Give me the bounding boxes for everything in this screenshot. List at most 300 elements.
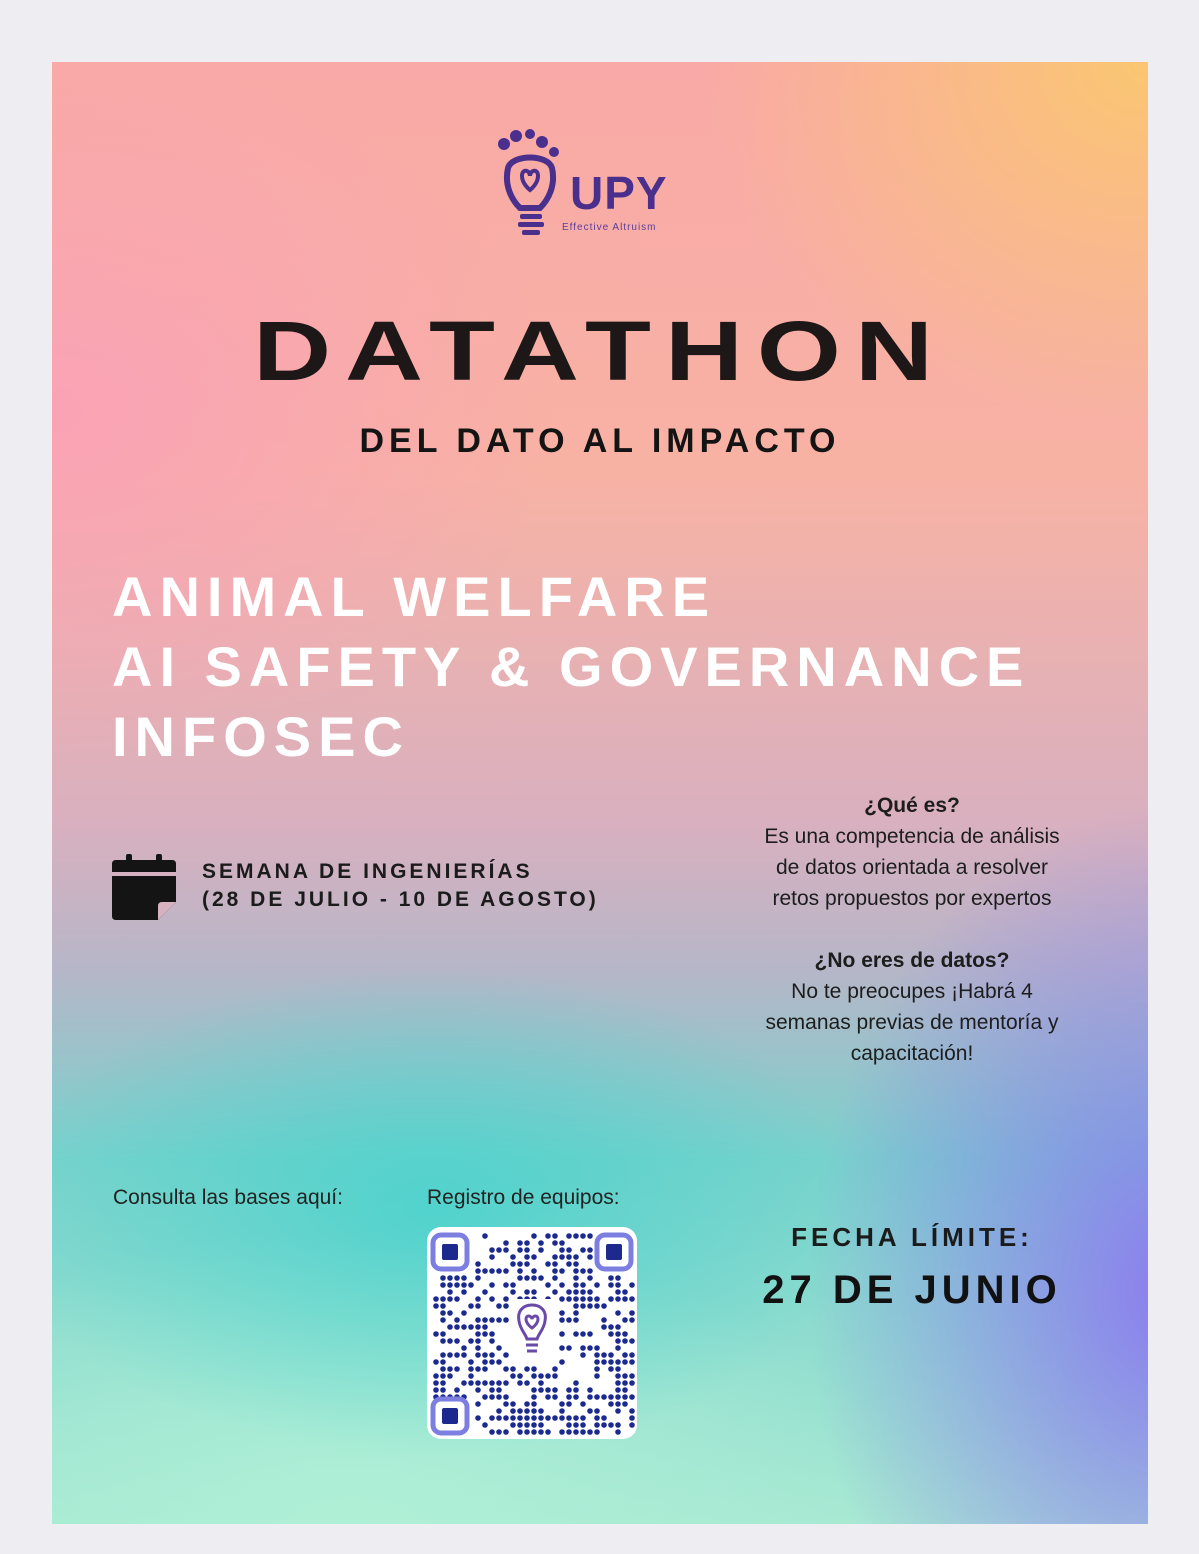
- qr-module: [615, 1359, 621, 1365]
- qr-module: [503, 1282, 509, 1288]
- qr-module: [524, 1289, 530, 1295]
- qr-module: [552, 1240, 558, 1246]
- qr-finder-top-left: [433, 1235, 467, 1269]
- qr-module: [468, 1338, 474, 1344]
- qr-module: [594, 1373, 600, 1379]
- qr-module: [615, 1310, 621, 1316]
- qr-module: [440, 1352, 446, 1358]
- qr-module: [594, 1296, 600, 1302]
- qr-module: [622, 1387, 628, 1393]
- qr-module: [475, 1366, 481, 1372]
- qr-module: [580, 1345, 586, 1351]
- qr-module: [475, 1345, 481, 1351]
- qr-module: [538, 1422, 544, 1428]
- qr-module: [587, 1275, 593, 1281]
- qr-module: [573, 1268, 579, 1274]
- qr-module: [545, 1429, 551, 1435]
- logo-subtitle: Effective Altruism: [562, 222, 657, 233]
- qr-module: [440, 1331, 446, 1337]
- qr-module: [580, 1429, 586, 1435]
- event-title: DATATHON: [253, 303, 947, 398]
- qr-module: [608, 1282, 614, 1288]
- qr-module: [503, 1401, 509, 1407]
- qr-module: [538, 1408, 544, 1414]
- qr-module: [587, 1254, 593, 1260]
- qr-module: [587, 1289, 593, 1295]
- qr-module: [531, 1422, 537, 1428]
- qr-module: [496, 1345, 502, 1351]
- qr-module: [531, 1387, 537, 1393]
- qr-module: [468, 1324, 474, 1330]
- qr-module: [608, 1275, 614, 1281]
- qr-module: [503, 1394, 509, 1400]
- qr-module: [559, 1296, 565, 1302]
- logo-text: UPY: [570, 167, 668, 219]
- qr-module: [461, 1275, 467, 1281]
- qr-module: [615, 1422, 621, 1428]
- qr-module: [566, 1289, 572, 1295]
- qr-module: [468, 1366, 474, 1372]
- answer-line: Es una competencia de análisis: [764, 825, 1060, 848]
- qr-module: [496, 1247, 502, 1253]
- qr-module: [538, 1240, 544, 1246]
- qr-module: [608, 1401, 614, 1407]
- qr-module: [566, 1422, 572, 1428]
- qr-module: [433, 1387, 439, 1393]
- event-subtitle: DEL DATO AL IMPACTO: [359, 422, 841, 460]
- qr-module: [440, 1310, 446, 1316]
- qr-finder-top-right: [597, 1235, 631, 1269]
- qr-module: [517, 1408, 523, 1414]
- event-dates: [202, 858, 599, 914]
- qr-module: [615, 1387, 621, 1393]
- registration-qr-code[interactable]: [427, 1227, 637, 1439]
- qr-module: [440, 1296, 446, 1302]
- qr-module: [475, 1324, 481, 1330]
- qr-module: [566, 1394, 572, 1400]
- qr-module: [531, 1289, 537, 1295]
- qr-module: [433, 1296, 439, 1302]
- qr-module: [573, 1394, 579, 1400]
- qr-module: [629, 1373, 635, 1379]
- qr-module: [615, 1408, 621, 1414]
- qr-module: [622, 1296, 628, 1302]
- qr-module: [440, 1303, 446, 1309]
- qr-module: [461, 1345, 467, 1351]
- qr-module: [552, 1373, 558, 1379]
- qr-module: [615, 1289, 621, 1295]
- answer-line: de datos orientada a resolver: [775, 856, 1048, 879]
- qr-module: [601, 1303, 607, 1309]
- qr-module: [552, 1394, 558, 1400]
- qr-module: [601, 1359, 607, 1365]
- qr-module: [545, 1387, 551, 1393]
- qr-module: [622, 1352, 628, 1358]
- qr-module: [580, 1296, 586, 1302]
- qr-module: [545, 1282, 551, 1288]
- qr-module: [510, 1401, 516, 1407]
- qr-module: [580, 1331, 586, 1337]
- qr-module: [566, 1254, 572, 1260]
- topics-list: [112, 562, 1030, 772]
- qr-module: [510, 1408, 516, 1414]
- qr-module: [594, 1394, 600, 1400]
- qr-module: [538, 1429, 544, 1435]
- qr-module: [608, 1352, 614, 1358]
- qr-module: [573, 1317, 579, 1323]
- qr-module: [573, 1296, 579, 1302]
- poster: [52, 62, 1148, 1524]
- qr-module: [594, 1366, 600, 1372]
- qr-module: [510, 1261, 516, 1267]
- qr-module: [468, 1380, 474, 1386]
- qr-module: [573, 1261, 579, 1267]
- qr-module: [531, 1366, 537, 1372]
- qr-module: [587, 1345, 593, 1351]
- qr-module: [482, 1317, 488, 1323]
- qr-module: [510, 1373, 516, 1379]
- qr-module: [447, 1338, 453, 1344]
- qr-module: [601, 1324, 607, 1330]
- answer-line: No te preocupes ¡Habrá 4: [791, 980, 1033, 1003]
- qr-module: [622, 1394, 628, 1400]
- qr-module: [559, 1331, 565, 1337]
- qr-module: [629, 1296, 635, 1302]
- qr-module: [489, 1254, 495, 1260]
- qr-module: [566, 1233, 572, 1239]
- qr-module: [524, 1261, 530, 1267]
- qr-module: [517, 1415, 523, 1421]
- qr-module: [489, 1387, 495, 1393]
- qr-module: [475, 1261, 481, 1267]
- qr-module: [615, 1429, 621, 1435]
- qr-module: [629, 1359, 635, 1365]
- qr-module: [629, 1282, 635, 1288]
- qr-module: [447, 1289, 453, 1295]
- qr-module: [559, 1408, 565, 1414]
- qr-module: [447, 1366, 453, 1372]
- qr-module: [566, 1401, 572, 1407]
- qr-module: [503, 1317, 509, 1323]
- qr-module: [594, 1422, 600, 1428]
- qr-module: [601, 1415, 607, 1421]
- qr-module: [580, 1415, 586, 1421]
- qr-module: [468, 1373, 474, 1379]
- qr-module: [496, 1380, 502, 1386]
- qr-module: [468, 1303, 474, 1309]
- qr-module: [517, 1429, 523, 1435]
- qr-module: [531, 1275, 537, 1281]
- qr-module: [622, 1331, 628, 1337]
- qr-module: [559, 1359, 565, 1365]
- qr-module: [594, 1345, 600, 1351]
- qr-module: [524, 1380, 530, 1386]
- qr-module: [615, 1338, 621, 1344]
- qr-module: [475, 1268, 481, 1274]
- qr-module: [629, 1394, 635, 1400]
- qr-module: [538, 1247, 544, 1253]
- qr-module: [503, 1380, 509, 1386]
- qr-module: [552, 1261, 558, 1267]
- qr-module: [566, 1247, 572, 1253]
- qr-module: [552, 1289, 558, 1295]
- qr-module: [447, 1296, 453, 1302]
- qr-module: [573, 1380, 579, 1386]
- qr-module: [580, 1352, 586, 1358]
- qr-module: [503, 1296, 509, 1302]
- qr-module: [615, 1380, 621, 1386]
- qr-module: [580, 1282, 586, 1288]
- topic-item: ANIMAL WELFARE: [112, 565, 717, 628]
- qr-code-icon[interactable]: [427, 1227, 637, 1439]
- qr-module: [447, 1310, 453, 1316]
- qr-module: [622, 1359, 628, 1365]
- qr-module: [503, 1247, 509, 1253]
- qr-module: [573, 1282, 579, 1288]
- qr-module: [573, 1331, 579, 1337]
- qr-module: [615, 1296, 621, 1302]
- qr-module: [496, 1394, 502, 1400]
- qr-module: [440, 1338, 446, 1344]
- qr-module: [454, 1324, 460, 1330]
- qr-module: [552, 1415, 558, 1421]
- qr-module: [559, 1254, 565, 1260]
- qr-module: [468, 1359, 474, 1365]
- qr-module: [475, 1317, 481, 1323]
- qr-module: [475, 1275, 481, 1281]
- qr-module: [559, 1401, 565, 1407]
- qr-module: [615, 1373, 621, 1379]
- qr-module: [496, 1429, 502, 1435]
- qr-module: [594, 1282, 600, 1288]
- qr-module: [503, 1366, 509, 1372]
- answer-line: retos propuestos por expertos: [772, 887, 1052, 910]
- qr-module: [524, 1275, 530, 1281]
- qr-module: [475, 1331, 481, 1337]
- qr-module: [433, 1380, 439, 1386]
- qr-module: [440, 1373, 446, 1379]
- qr-module: [622, 1401, 628, 1407]
- qr-module: [608, 1366, 614, 1372]
- qr-module: [629, 1338, 635, 1344]
- qr-module: [559, 1345, 565, 1351]
- lightbulb-logo-icon: [490, 128, 570, 248]
- qr-module: [482, 1331, 488, 1337]
- qr-module: [587, 1408, 593, 1414]
- qr-module: [475, 1352, 481, 1358]
- event-week: SEMANA DE INGENIERÍAS: [202, 860, 533, 883]
- qr-module: [489, 1429, 495, 1435]
- qr-module: [531, 1233, 537, 1239]
- qr-module: [573, 1254, 579, 1260]
- qr-module: [433, 1373, 439, 1379]
- qr-module: [517, 1240, 523, 1246]
- qr-module: [580, 1247, 586, 1253]
- qr-module: [601, 1317, 607, 1323]
- qr-module: [489, 1296, 495, 1302]
- qr-module: [447, 1324, 453, 1330]
- qr-module: [524, 1429, 530, 1435]
- qr-module: [622, 1317, 628, 1323]
- qr-module: [475, 1387, 481, 1393]
- qr-module: [594, 1303, 600, 1309]
- qr-module: [566, 1317, 572, 1323]
- qr-module: [489, 1380, 495, 1386]
- qr-module: [503, 1429, 509, 1435]
- qr-module: [524, 1254, 530, 1260]
- qr-module: [503, 1240, 509, 1246]
- qr-module: [608, 1422, 614, 1428]
- qr-module: [573, 1422, 579, 1428]
- qr-module: [580, 1422, 586, 1428]
- qr-module: [545, 1233, 551, 1239]
- registration-label: Registro de equipos:: [427, 1186, 620, 1209]
- qr-module: [440, 1380, 446, 1386]
- qr-module: [573, 1387, 579, 1393]
- qr-module: [468, 1282, 474, 1288]
- qr-module: [615, 1282, 621, 1288]
- answer-line: semanas previas de mentoría y: [765, 1011, 1059, 1034]
- qr-module: [629, 1317, 635, 1323]
- qr-module: [559, 1247, 565, 1253]
- qr-module: [440, 1282, 446, 1288]
- qr-module: [489, 1247, 495, 1253]
- qr-module: [475, 1338, 481, 1344]
- qr-module: [510, 1254, 516, 1260]
- qr-module: [517, 1268, 523, 1274]
- qr-module: [461, 1352, 467, 1358]
- qr-module: [580, 1303, 586, 1309]
- qr-module: [552, 1275, 558, 1281]
- qr-module: [587, 1429, 593, 1435]
- qr-module: [503, 1268, 509, 1274]
- bases-label: Consulta las bases aquí:: [113, 1186, 343, 1209]
- qr-module: [587, 1394, 593, 1400]
- qr-module: [475, 1296, 481, 1302]
- qr-module: [622, 1373, 628, 1379]
- qr-module: [461, 1289, 467, 1295]
- qr-module: [482, 1380, 488, 1386]
- qr-module: [615, 1401, 621, 1407]
- qr-module: [594, 1352, 600, 1358]
- answer-line: capacitación!: [850, 1042, 974, 1065]
- qr-module: [517, 1373, 523, 1379]
- deadline-date: 27 DE JUNIO: [762, 1268, 1062, 1312]
- qr-module: [587, 1296, 593, 1302]
- qr-module: [559, 1240, 565, 1246]
- qr-module: [573, 1310, 579, 1316]
- qr-module: [482, 1422, 488, 1428]
- qr-module: [559, 1317, 565, 1323]
- qr-module: [496, 1268, 502, 1274]
- topic-item: AI SAFETY & GOVERNANCE: [112, 635, 1031, 698]
- qr-finder-bottom-left: [433, 1399, 467, 1433]
- qr-module: [524, 1408, 530, 1414]
- qr-module: [608, 1296, 614, 1302]
- qr-module: [594, 1415, 600, 1421]
- qr-module: [580, 1401, 586, 1407]
- qr-module: [601, 1422, 607, 1428]
- qr-module: [552, 1366, 558, 1372]
- qr-module: [489, 1352, 495, 1358]
- qr-module: [601, 1394, 607, 1400]
- qr-module: [559, 1415, 565, 1421]
- qr-module: [580, 1289, 586, 1295]
- qr-module: [552, 1268, 558, 1274]
- topic-item: INFOSEC: [112, 705, 410, 768]
- qr-module: [489, 1317, 495, 1323]
- qr-module: [433, 1331, 439, 1337]
- qr-module: [482, 1394, 488, 1400]
- qr-module: [524, 1366, 530, 1372]
- qr-module: [594, 1429, 600, 1435]
- upy-logo: [490, 128, 710, 248]
- qr-module: [538, 1415, 544, 1421]
- qr-module: [447, 1373, 453, 1379]
- qr-module: [475, 1303, 481, 1309]
- qr-module: [489, 1394, 495, 1400]
- qr-module: [454, 1338, 460, 1344]
- event-range: (28 DE JULIO - 10 DE AGOSTO): [202, 888, 599, 911]
- qr-module: [601, 1352, 607, 1358]
- qr-module: [531, 1254, 537, 1260]
- qr-module: [482, 1268, 488, 1274]
- qr-module: [545, 1373, 551, 1379]
- qr-module: [622, 1338, 628, 1344]
- qr-module: [440, 1359, 446, 1365]
- qr-module: [615, 1324, 621, 1330]
- qr-module: [489, 1268, 495, 1274]
- qr-module: [510, 1282, 516, 1288]
- qr-module: [531, 1401, 537, 1407]
- qr-module: [622, 1289, 628, 1295]
- qr-module: [524, 1415, 530, 1421]
- qr-module: [587, 1387, 593, 1393]
- qr-module: [531, 1415, 537, 1421]
- qr-module: [524, 1247, 530, 1253]
- qr-module: [461, 1310, 467, 1316]
- qr-module: [489, 1359, 495, 1365]
- qr-module: [461, 1282, 467, 1288]
- qr-module: [496, 1387, 502, 1393]
- qr-module: [433, 1359, 439, 1365]
- qr-module: [573, 1303, 579, 1309]
- question-not-data: ¿No eres de datos?: [814, 949, 1010, 972]
- qr-module: [496, 1317, 502, 1323]
- qr-module: [454, 1387, 460, 1393]
- qr-module: [587, 1268, 593, 1274]
- qr-module: [566, 1415, 572, 1421]
- qr-module: [531, 1394, 537, 1400]
- qr-module: [524, 1401, 530, 1407]
- qr-module: [573, 1429, 579, 1435]
- qr-module: [538, 1373, 544, 1379]
- qr-module: [461, 1380, 467, 1386]
- qr-module: [475, 1401, 481, 1407]
- qr-module: [482, 1289, 488, 1295]
- qr-module: [566, 1261, 572, 1267]
- qr-module: [454, 1275, 460, 1281]
- qr-module: [573, 1233, 579, 1239]
- qr-module: [440, 1366, 446, 1372]
- qr-module: [615, 1275, 621, 1281]
- qr-module: [608, 1324, 614, 1330]
- qr-module: [559, 1268, 565, 1274]
- qr-module: [566, 1429, 572, 1435]
- qr-module: [615, 1345, 621, 1351]
- qr-module: [517, 1247, 523, 1253]
- qr-module: [496, 1415, 502, 1421]
